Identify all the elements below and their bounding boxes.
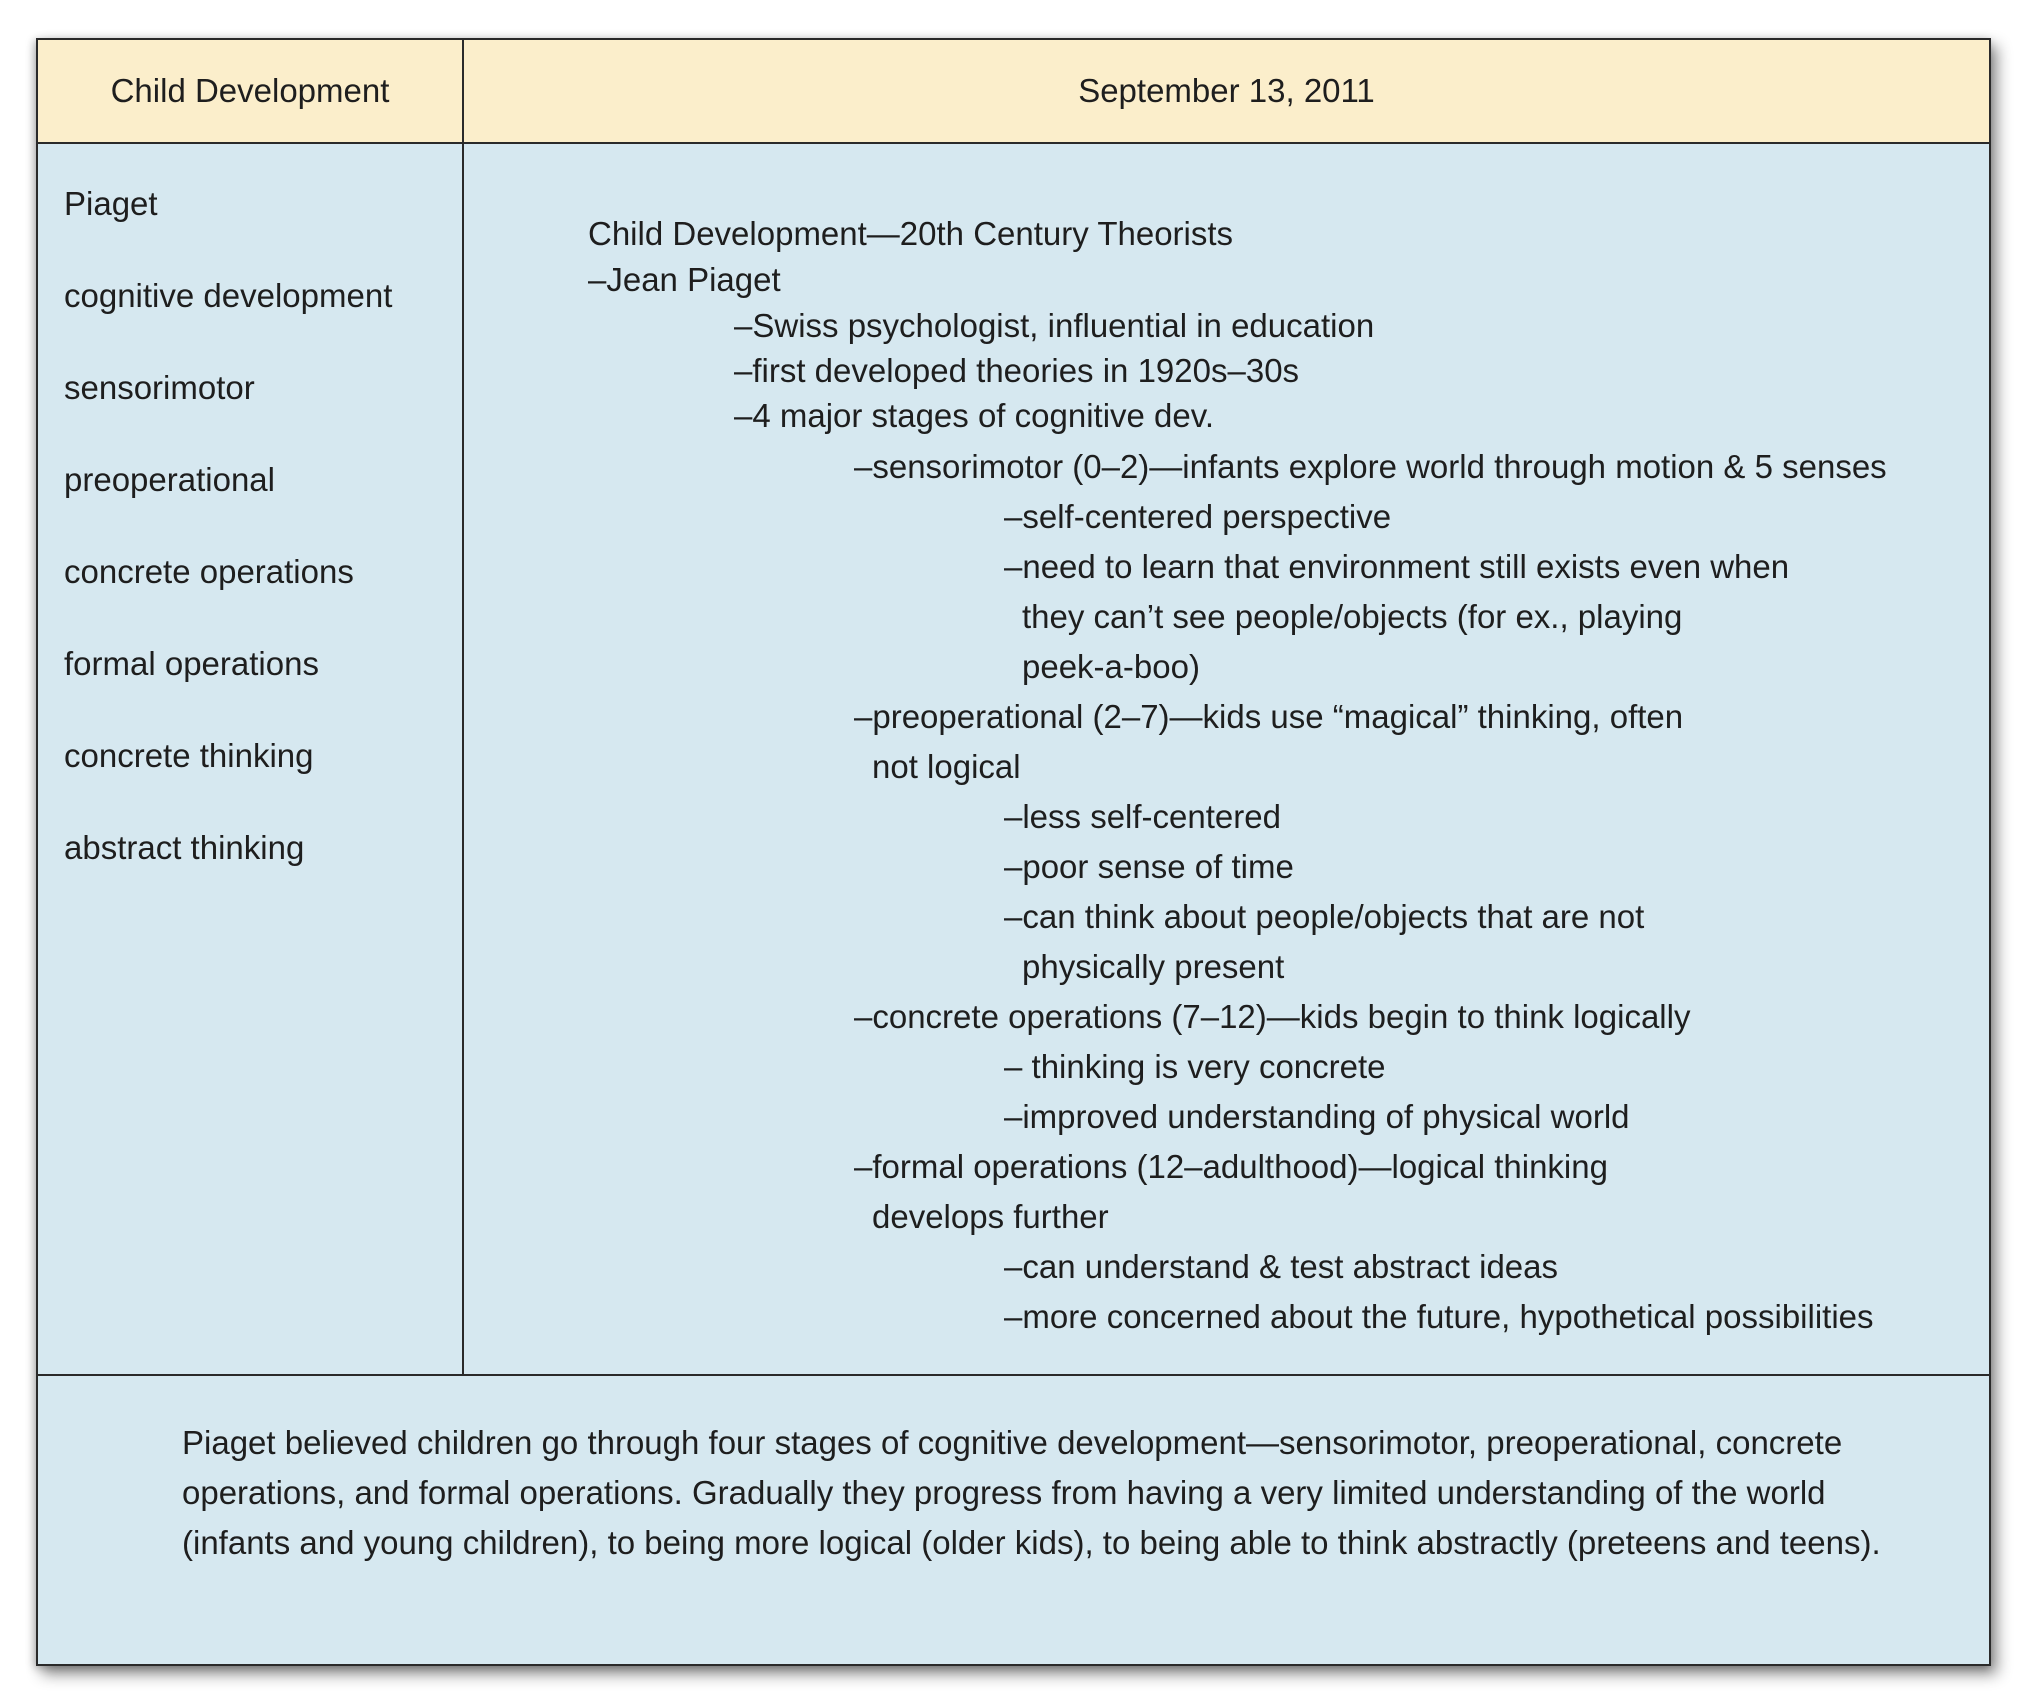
- note-line: they can’t see people/objects (for ex., playing: [1022, 598, 1683, 635]
- note-line: –preoperational (2–7)—kids use “magical” thinking, often: [854, 698, 1684, 735]
- note-line: – thinking is very concrete: [1004, 1048, 1386, 1085]
- column-divider: [462, 40, 464, 1374]
- note-line: –first developed theories in 1920s–30s: [734, 352, 1300, 389]
- note-line: –sensorimotor (0–2)—infants explore world through motion & 5 senses: [854, 448, 1887, 485]
- cue-term: cognitive development: [64, 277, 393, 314]
- note-line: –can understand & test abstract ideas: [1004, 1248, 1559, 1285]
- note-line: –self-centered perspective: [1004, 498, 1392, 535]
- note-line: –can think about people/objects that are not: [1004, 898, 1645, 935]
- cue-term: concrete thinking: [64, 737, 314, 774]
- notes-header: [38, 40, 1989, 144]
- cue-term: preoperational: [64, 461, 275, 498]
- note-line: –Jean Piaget: [588, 261, 781, 298]
- cue-term: concrete operations: [64, 553, 354, 590]
- subject-title: Child Development: [110, 72, 390, 109]
- note-line: develops further: [872, 1198, 1109, 1235]
- note-line: –more concerned about the future, hypothetical possibilities: [1004, 1298, 1874, 1335]
- cue-term: formal operations: [64, 645, 319, 682]
- notes-date: September 13, 2011: [1078, 72, 1375, 109]
- summary-text: Piaget believed children go through four stages of cognitive development—sensorimotor, preoperational, concrete operations, and formal operations. Gradually they progress from having a very limited understanding of the world (infants and young children), to being more logical (older kids), to being able to think abstractly (preteens and teens).: [182, 1424, 1881, 1561]
- summary-divider: [38, 1374, 1989, 1376]
- cue-column: [64, 184, 392, 920]
- note-line: –improved understanding of physical world: [1004, 1098, 1630, 1135]
- note-line: –4 major stages of cognitive dev.: [734, 397, 1214, 434]
- note-line: peek-a-boo): [1022, 648, 1200, 685]
- cornell-notes-page: [36, 38, 1991, 1666]
- note-line: –less self-centered: [1004, 798, 1281, 835]
- cue-term: sensorimotor: [64, 369, 255, 406]
- note-line: not logical: [872, 748, 1021, 785]
- note-line: physically present: [1022, 948, 1285, 985]
- note-line: –need to learn that environment still exists even when: [1004, 548, 1790, 585]
- notes-heading: Child Development—20th Century Theorists: [588, 215, 1234, 252]
- note-line: –Swiss psychologist, influential in education: [734, 307, 1375, 344]
- note-line: –poor sense of time: [1004, 848, 1294, 885]
- cue-term: abstract thinking: [64, 829, 305, 866]
- cue-term: Piaget: [64, 185, 158, 222]
- note-line: –concrete operations (7–12)—kids begin to think logically: [854, 998, 1691, 1035]
- note-line: –formal operations (12–adulthood)—logical thinking: [854, 1148, 1608, 1185]
